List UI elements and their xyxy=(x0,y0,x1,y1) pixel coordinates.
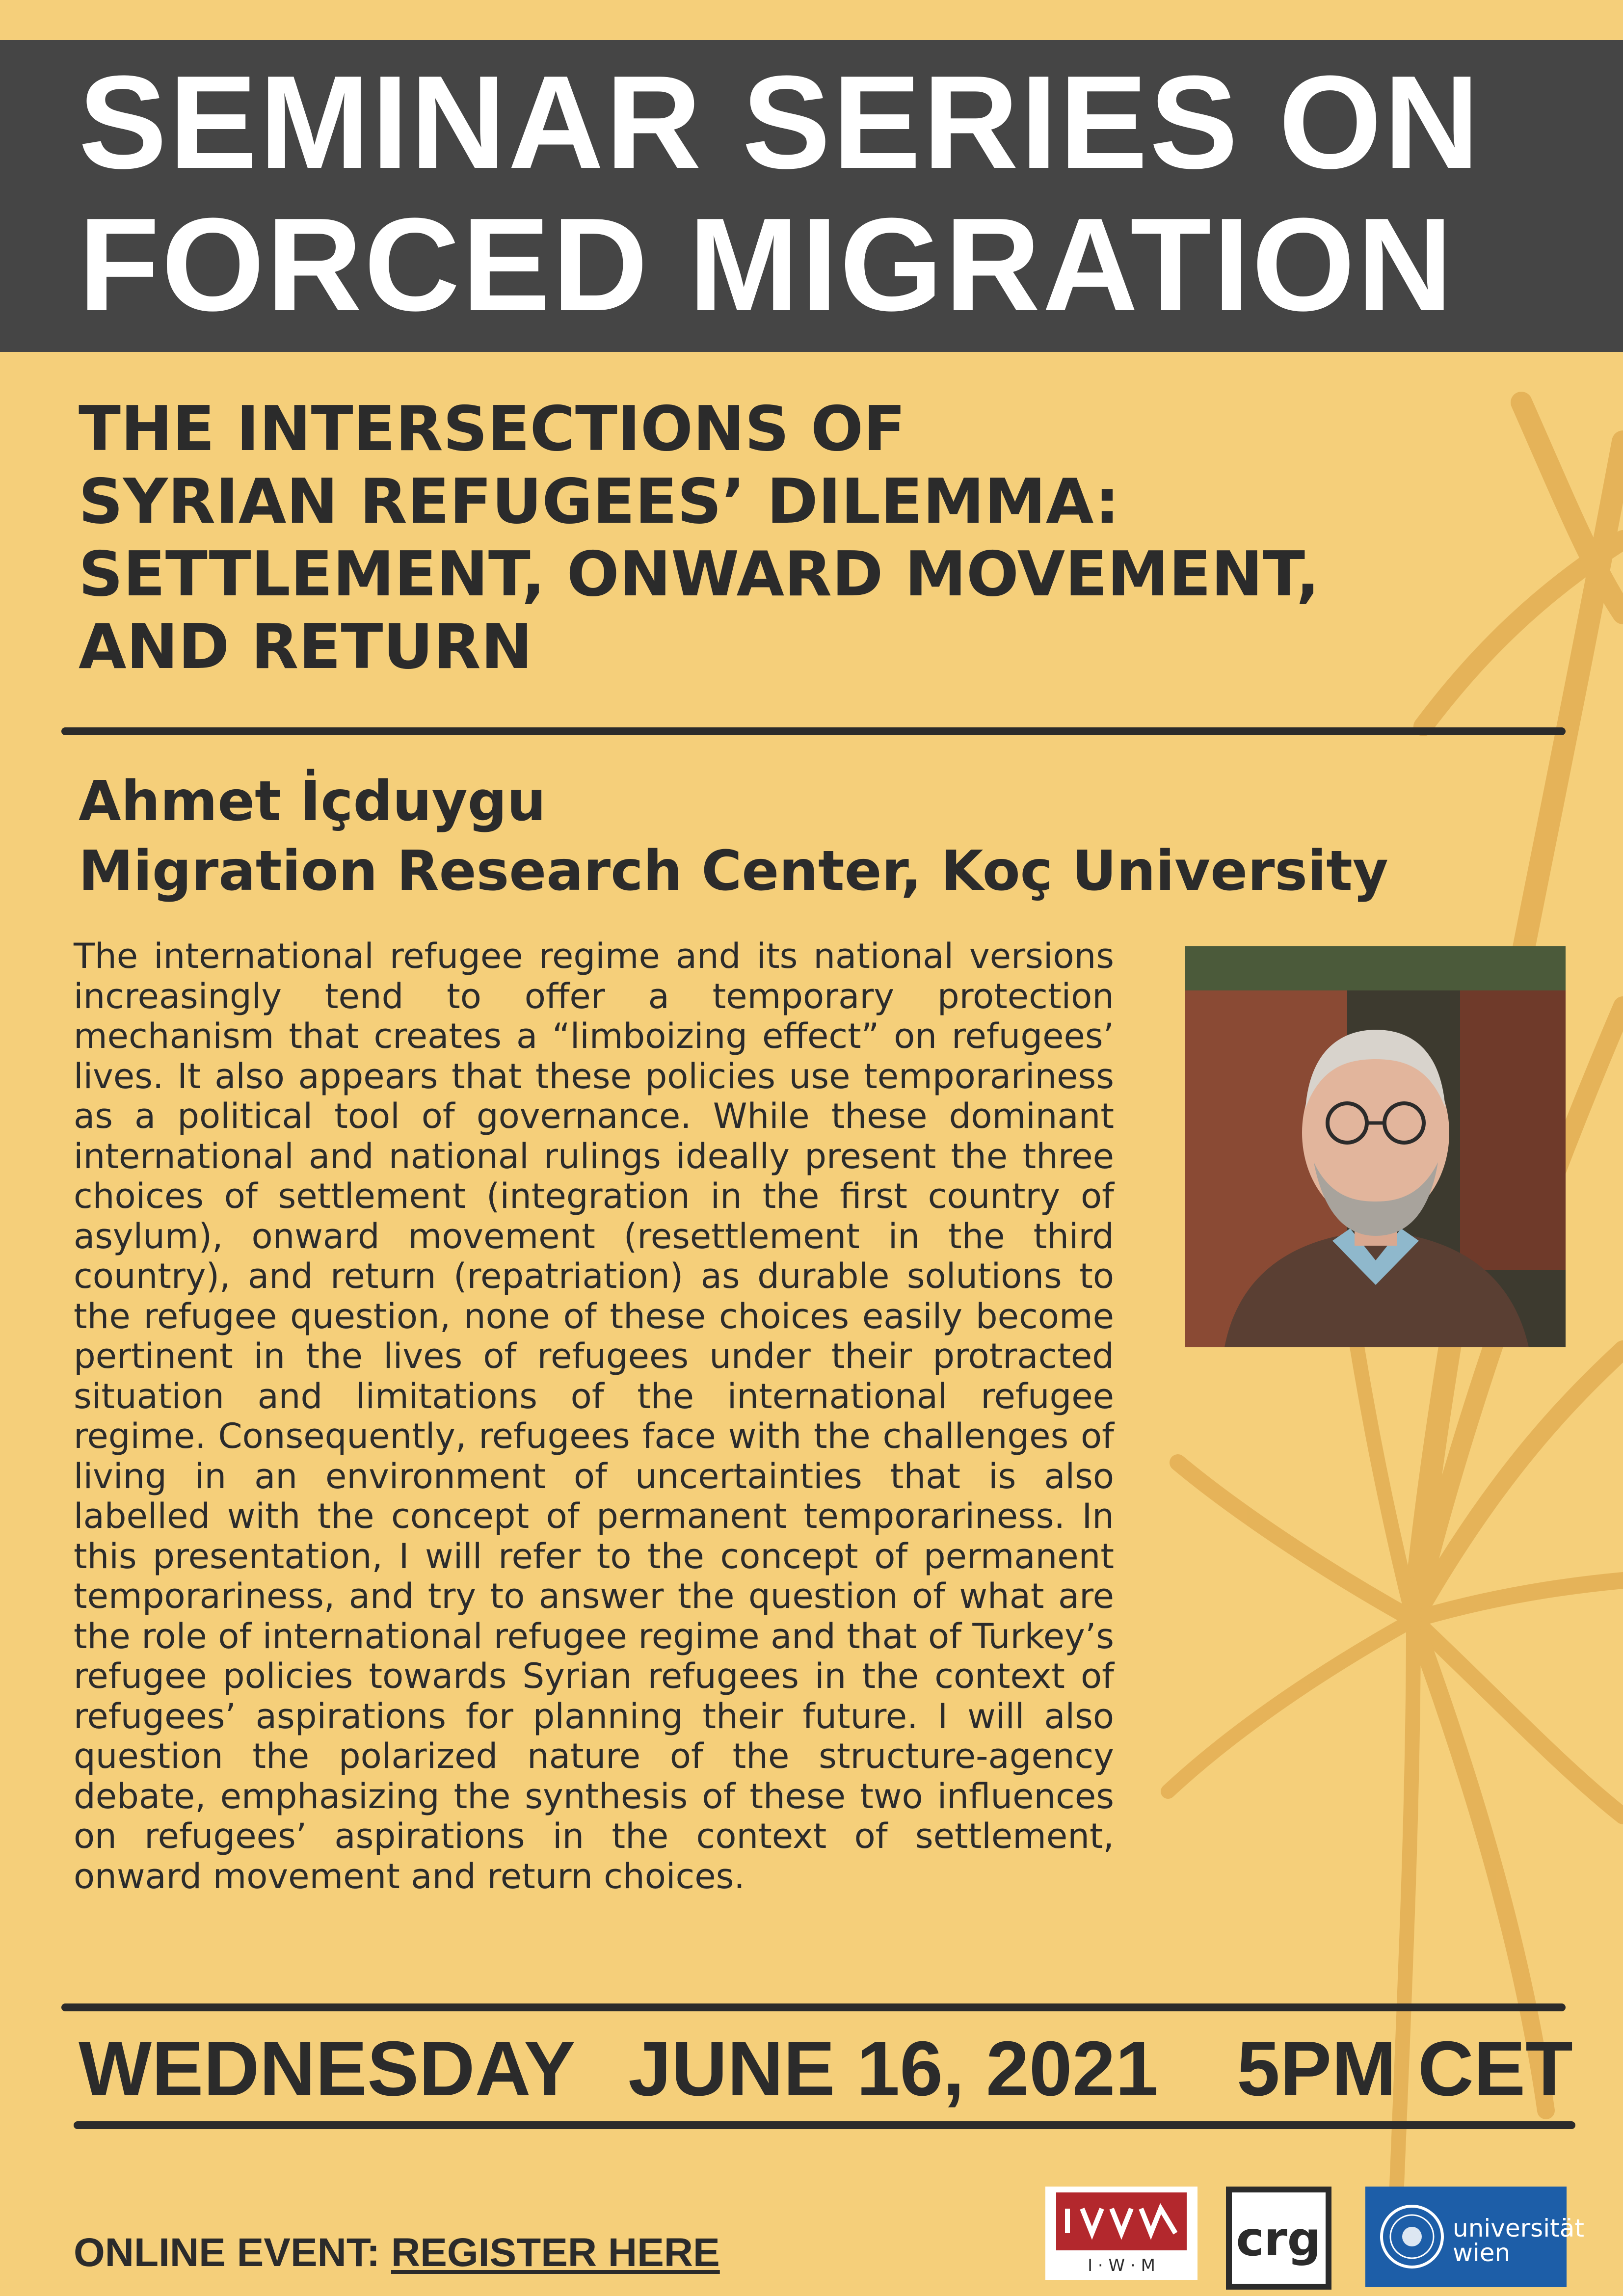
series-title-line-1: SEMINAR SERIES ON xyxy=(79,49,1482,196)
crg-logo-text: crg xyxy=(1236,2212,1321,2267)
event-date-row xyxy=(79,2022,1580,2115)
speaker-photo xyxy=(1185,946,1566,1347)
crg-logo xyxy=(1226,2187,1331,2290)
online-event-line xyxy=(74,2228,720,2277)
divider xyxy=(74,2121,1575,2129)
speaker-name: Ahmet İçduygu xyxy=(79,770,546,833)
online-event-label: ONLINE EVENT: xyxy=(74,2230,391,2275)
divider xyxy=(61,727,1566,735)
abstract-text: The international refugee regime and its national versions increasingly tend to offer a temporary protection mechanism that creates a “limboizing effect” on refugees’ lives. It also appears that these policies use temporariness as a political tool of governance. While these dominant international and national rulings ideally present the three choices of settlement (integration in the first country of asylum), onward movement (resettlement in the third country), and return (repatriation) as durable solutions to the refugee question, none of these choices easily become pertinent in the lives of refugees under their protracted situation and limitations of the international refugee regime. Consequently, refugees face with the challenges of living in an environment of uncertainties that is also labelled with the concept of permanent temporariness. In this presentation, I will refer to the concept of permanent temporariness, and try to answer the question of what are the role of international refugee regime and that of Turkey’s refugee policies towards Syrian refugees in the context of refugees’ aspirations for planning their future. I will also question the polarized nature of the structure-agency debate, emphasizing the synthesis of these two influences on refugees’ aspirations in the context of settlement, onward movement and return choices. xyxy=(74,936,1114,1896)
event-date: JUNE 16, 2021 xyxy=(628,2026,1159,2112)
talk-title-line: THE INTERSECTIONS OF xyxy=(79,393,906,465)
uni-logo-text-1: universität xyxy=(1453,2214,1584,2243)
divider xyxy=(61,2003,1566,2011)
iwm-logo xyxy=(1045,2187,1197,2280)
talk-title xyxy=(79,393,1551,683)
iwm-logo-text: I · W · M xyxy=(1088,2256,1155,2275)
talk-title-line: AND RETURN xyxy=(79,611,533,683)
talk-title-line: SYRIAN REFUGEES’ DILEMMA: xyxy=(79,465,1120,537)
event-time: 5PM CET xyxy=(1237,2026,1573,2112)
uni-logo-text-2: wien xyxy=(1453,2239,1511,2267)
talk-title-line: SETTLEMENT, ONWARD MOVEMENT, xyxy=(79,538,1320,610)
register-link[interactable]: REGISTER HERE xyxy=(391,2230,720,2275)
series-title xyxy=(79,49,1551,339)
universitat-wien-logo xyxy=(1365,2187,1584,2287)
series-title-line-2: FORCED MIGRATION xyxy=(79,191,1455,339)
event-day: WEDNESDAY xyxy=(79,2026,576,2112)
speaker-affiliation: Migration Research Center, Koç University xyxy=(79,839,1388,903)
